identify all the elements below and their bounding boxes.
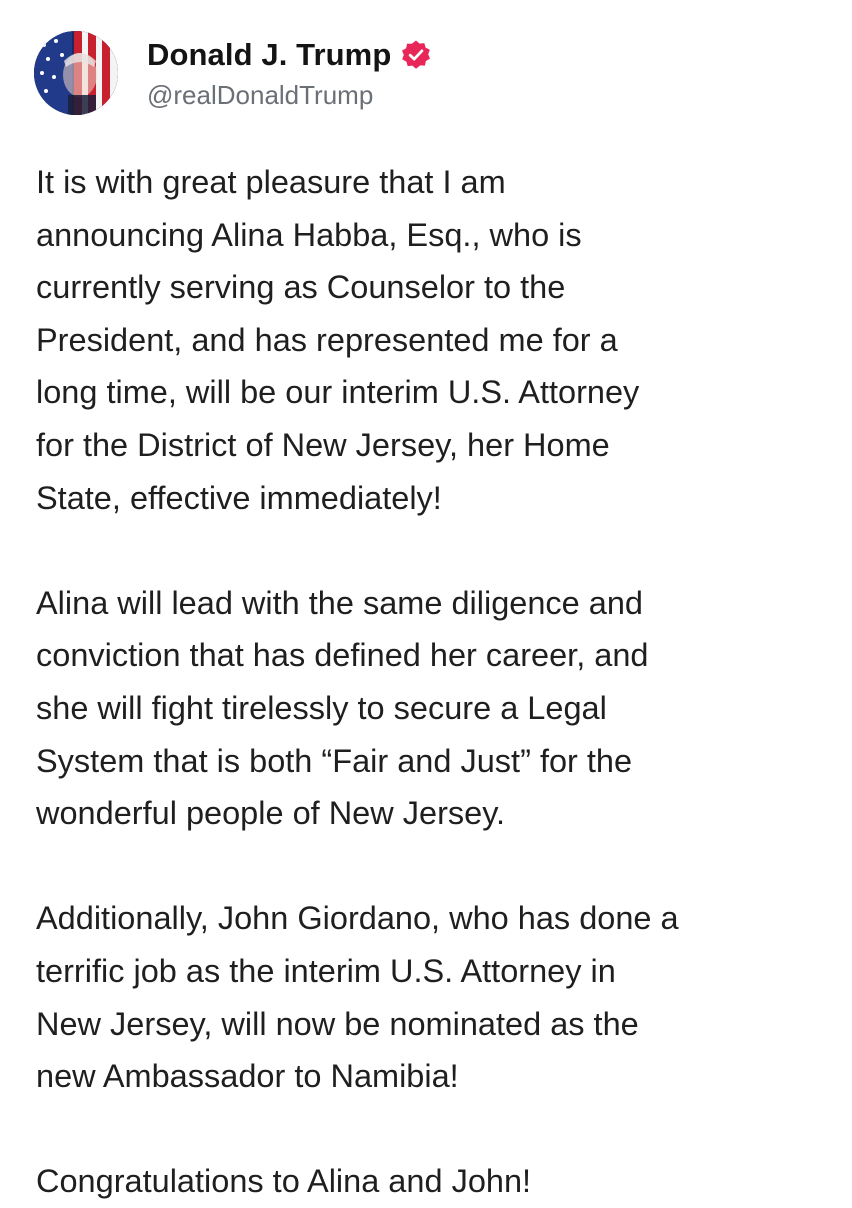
author-names <box>147 33 432 113</box>
post-paragraph: Alina will lead with the same diligence and conviction that has defined her career, and she will fight tirelessly to secure a Legal System that is both “Fair and Just” for the wonderful people of New Jersey. <box>36 584 649 832</box>
post-paragraph: Congratulations to Alina and John! <box>36 1163 532 1200</box>
post-body <box>36 156 836 1208</box>
display-name-row <box>147 33 432 77</box>
post-header <box>34 30 432 116</box>
verified-badge-icon <box>400 39 432 71</box>
avatar[interactable] <box>34 31 118 115</box>
post-paragraph: Additionally, John Giordano, who has done a terrific job as the interim U.S. Attorney in New Jersey, will now be nominated as the new Ambassador to Namibia! <box>36 900 679 1095</box>
post-paragraph: It is with great pleasure that I am announcing Alina Habba, Esq., who is currently serving as Counselor to the President, and has represented me for a long time, will be our interim U.S. Attorney for the District of New Jersey, her Home State, effective immediately! <box>36 164 640 516</box>
flag-portrait-avatar-icon <box>34 31 118 115</box>
display-name[interactable]: Donald J. Trump <box>147 37 392 72</box>
user-handle[interactable]: @realDonaldTrump <box>147 80 374 110</box>
